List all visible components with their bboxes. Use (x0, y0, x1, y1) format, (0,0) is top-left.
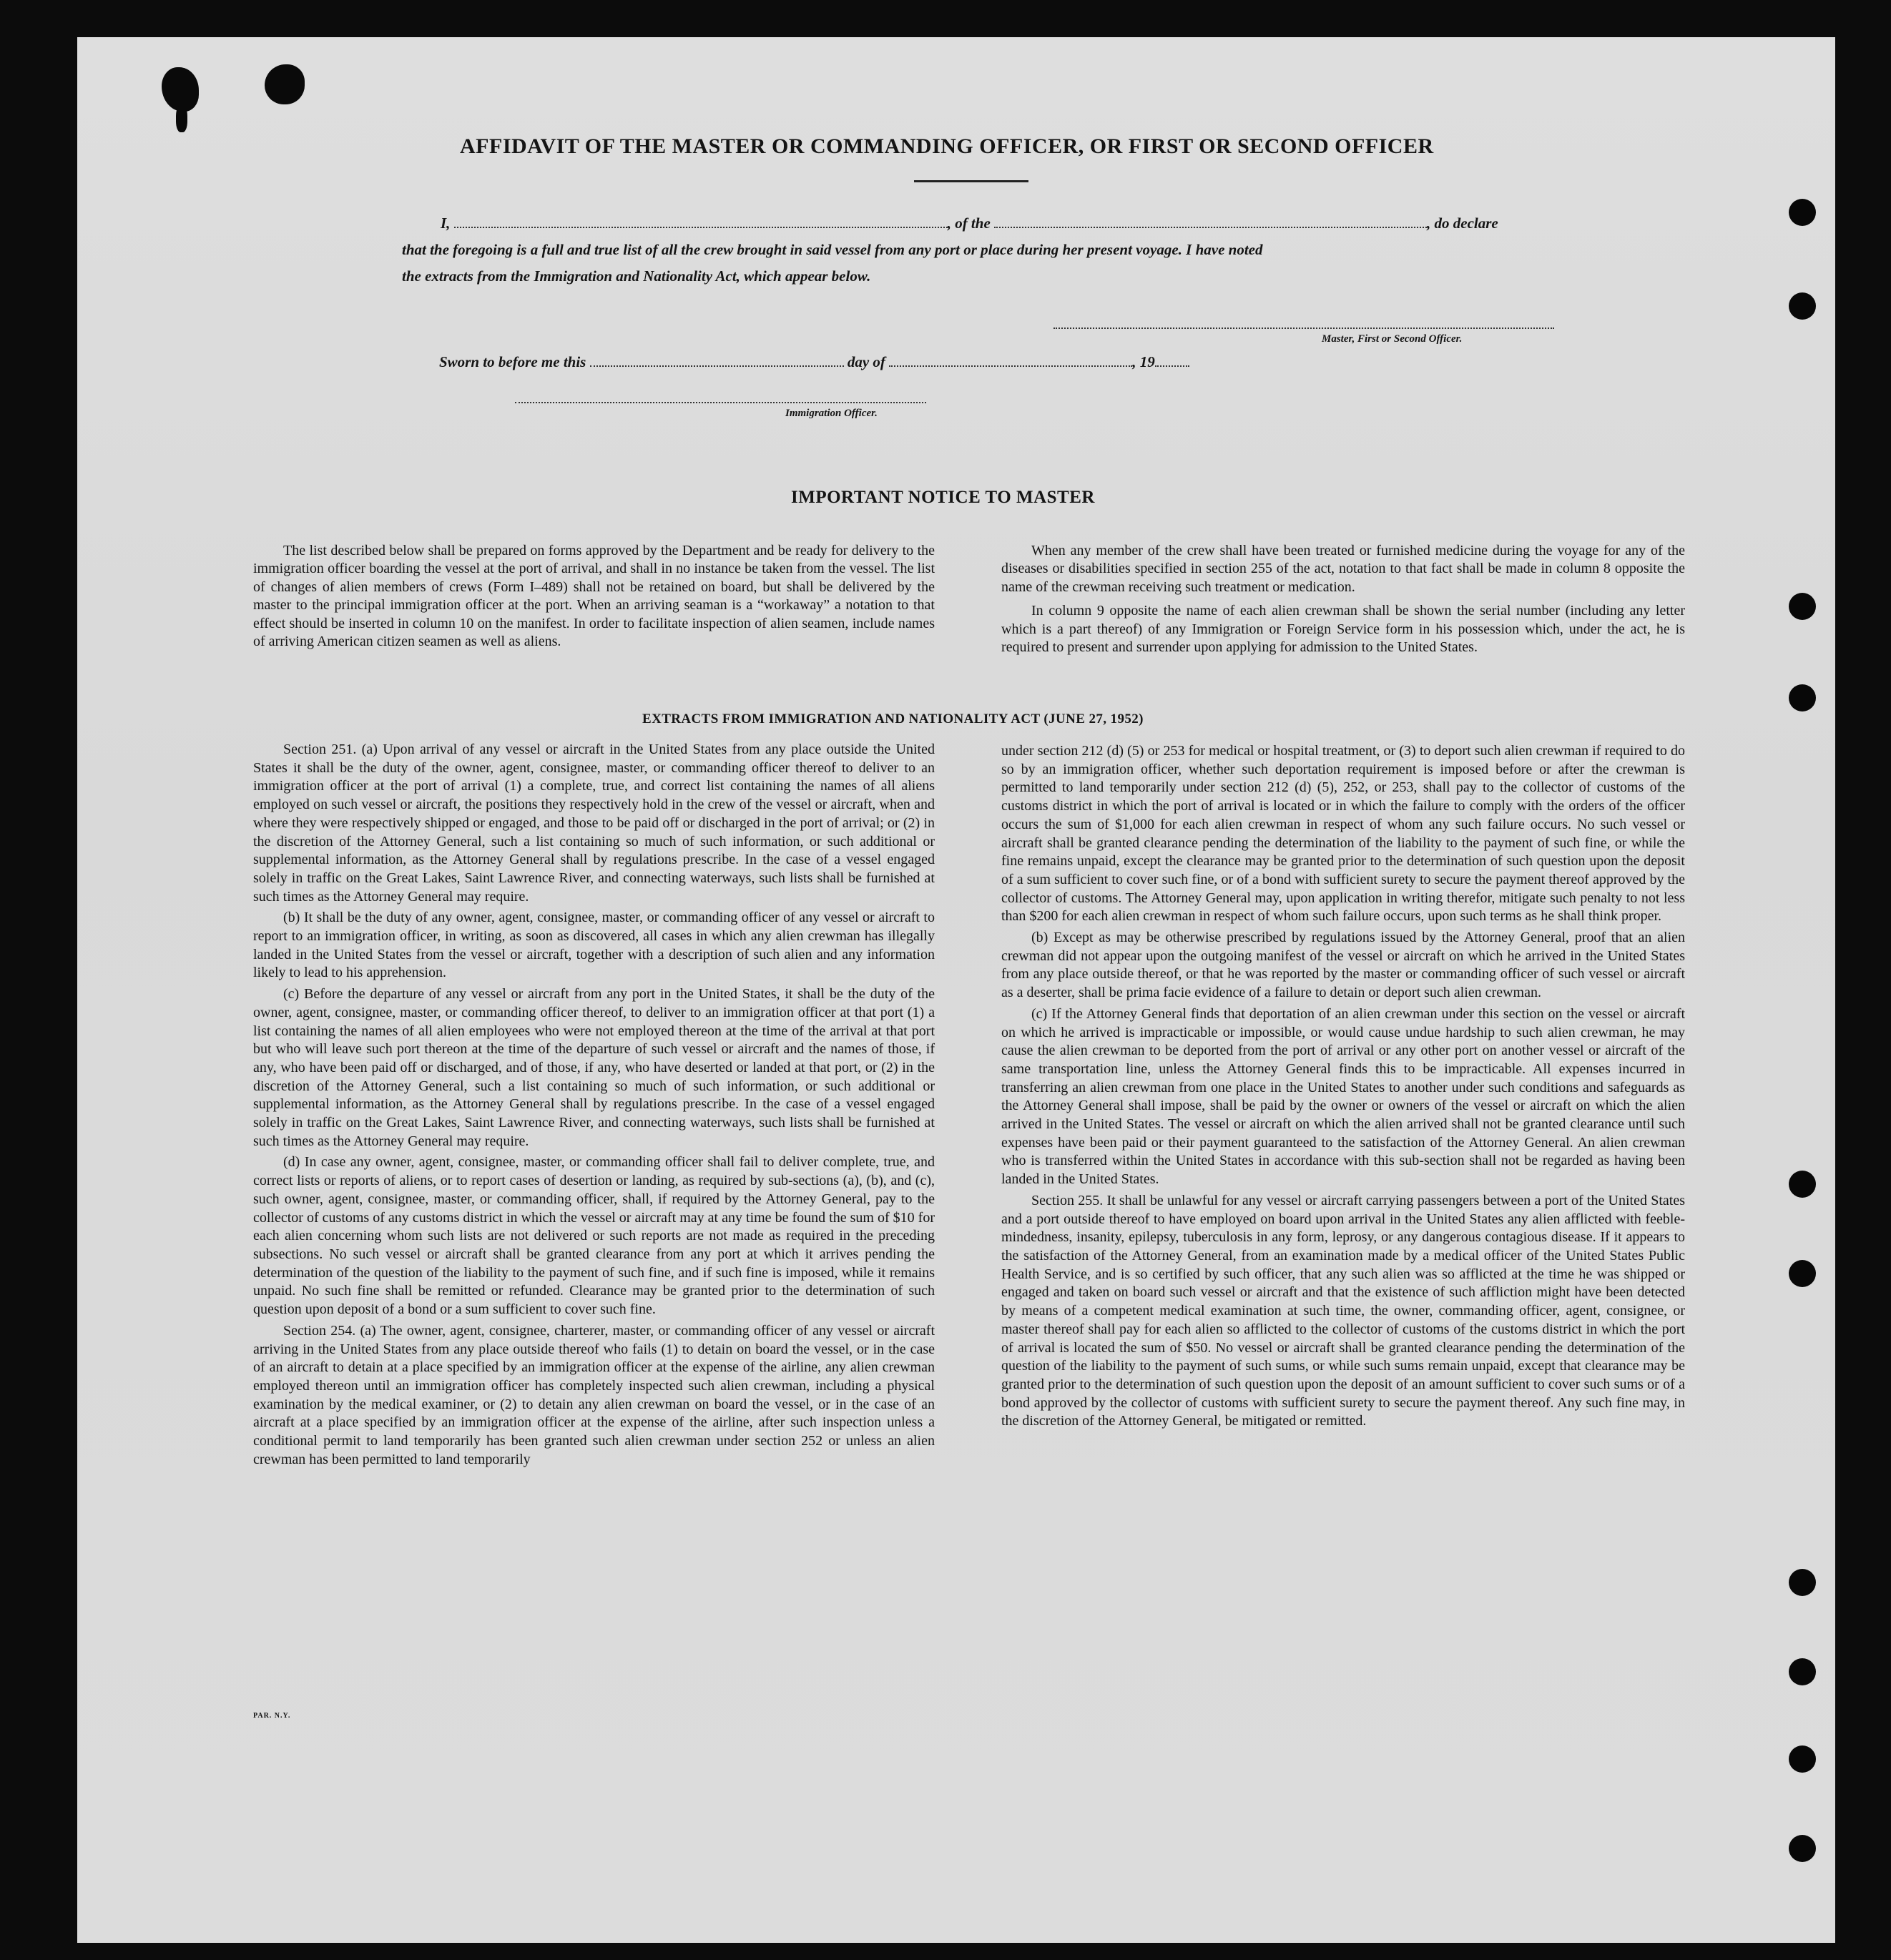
vessel-name-field[interactable] (994, 227, 1427, 228)
binder-hole (1789, 684, 1816, 711)
binder-hole (1789, 199, 1816, 226)
binder-hole (1789, 1171, 1816, 1198)
affidavit-title: AFFIDAVIT OF THE MASTER OR COMMANDING OFFICER, OR FIRST OR SECOND OFFICER (460, 134, 1434, 158)
notice-title: IMPORTANT NOTICE TO MASTER (791, 488, 1095, 507)
document-page (77, 37, 1835, 1943)
vessel-label: , of the (947, 215, 991, 232)
extract-paragraph: Section 251. (a) Upon arrival of any vessel or aircraft in the United States from any place outside the United States it shall be the duty of the owner, agent, consignee, master, or commanding officer thereof to deliver to an immigration officer at the port of arrival (1) a complete, true, and correct list containing the names of all aliens employed on such vessel or aircraft, the positions they respectively hold in the crew of the vessel or aircraft, when and where they were respectively shipped or engaged, and those to be paid off or discharged in the port of arrival; or (2) in the discretion of the Attorney General, such a list containing so much of such information, or such additional or supplemental information, as the Attorney General shall by regulations prescribe. In the case of a vessel engaged solely in traffic on the Great Lakes, Saint Lawrence River, and connecting waterways, such lists shall be furnished at such times as the Attorney General may require. (253, 742, 935, 905)
year-label: , 19 (1132, 353, 1155, 370)
ink-mark (176, 105, 187, 132)
extract-paragraph: (b) It shall be the duty of any owner, agent, consignee, master, or commanding officer of any vessel or aircraft to report to an immigration officer, in writing, as soon as discovered, all cases in which any alien crewman has illegally landed in the United States from the vessel or aircraft, together with a description of such alien and any information likely to lead to his apprehension. (253, 910, 935, 981)
binder-hole (1789, 292, 1816, 320)
extracts-left-column (253, 741, 935, 1472)
declaration-line-2: that the foregoing is a full and true list of all the crew brought in said vessel from any port or place during her present voyage. I have noted (402, 241, 1263, 258)
sworn-month-field[interactable] (889, 365, 1132, 367)
day-of-label: day of (847, 353, 885, 370)
officer-signature-field[interactable] (515, 395, 926, 403)
extract-paragraph: (b) Except as may be otherwise prescribed by regulations issued by the Attorney General, proof that an alien crewman did not appear upon the outgoing manifest of the vessel or aircraft on which he arrived in the United States from any place outside thereof, or that he was reported by the master or commanding officer of such vessel or aircraft as a deserter, shall be prima facie evidence of a failure to detain or deport such alien crewman. (1001, 930, 1685, 1001)
sworn-year-field[interactable] (1155, 365, 1189, 367)
declare-label: , do declare (1427, 215, 1498, 232)
notice-left-column (253, 542, 935, 654)
title-underline (914, 180, 1028, 182)
notice-paragraph: The list described below shall be prepared on forms approved by the Department and be ready for delivery to the immigration officer boarding the vessel at the port of arrival, and shall in no instance be taken from the vessel. The list of changes of alien members of crews (Form I–489) shall not be retained on board, but shall be delivered by the master to the principal immigration officer at the port. When an arriving seaman is a “workaway” a notation to that effect should be inserted in column 10 on the manifest. In order to facilitate inspection of alien seamen, include names of arriving American citizen seamen as well as aliens. (253, 543, 935, 650)
binder-hole (1789, 593, 1816, 620)
binder-hole (1789, 1260, 1816, 1287)
declaration-line-3: the extracts from the Immigration and Nationality Act, which appear below. (402, 267, 871, 285)
declaration-line-1 (441, 215, 1498, 232)
binder-hole (1789, 1835, 1816, 1862)
sworn-date-field[interactable] (590, 365, 844, 367)
printer-mark: PAR. N.Y. (253, 1712, 291, 1720)
notice-paragraph: In column 9 opposite the name of each alien crewman shall be shown the serial number (including any letter which is a part thereof) of any Immigration or Foreign Service form in his possession which, under the act, he is required to present and surrender upon applying for admission to the United States. (1001, 603, 1685, 656)
extract-paragraph: under section 212 (d) (5) or 253 for medical or hospital treatment, or (3) to deport such alien crewman if required to do so by an immigration officer, whether such deportation requirement is imposed before or after the crewman is permitted to land temporarily under section 212 (d) (5), 252, or 253, shall pay to the collector of customs of the customs district in which the port of arrival is located or in which the failure to comply with the orders of the officer occurs the sum of $1,000 for each alien crewman in respect of whom any such failure occurs. No such vessel or aircraft shall be granted clearance pending the determination of the liability to the payment of such fine, or while the fine remains unpaid, except the clearance may be granted prior to the determination of such question upon the deposit of a sum sufficient to cover such fine, or of a bond with sufficient surety to secure the payment thereof approved by the collector of customs. The Attorney General may, upon application in writing therefor, mitigate such penalty to not less than $200 for each alien crewman in respect of whom such failure occurs, upon such terms as he shall think proper. (1001, 743, 1685, 925)
extract-paragraph: Section 255. It shall be unlawful for any vessel or aircraft carrying passengers between a port of the United States and a port outside thereof to have employed on board upon arrival in the United States any alien afflicted with feeble-mindedness, insanity, epilepsy, tuberculosis in any form, leprosy, or any dangerous contagious disease. If it appears to the satisfaction of the Attorney General, from an examination made by a medical officer of the United States Public Health Service, and is so certified by such officer, that any such alien was so afflicted at the time he was shipped or engaged and taken on board such vessel or aircraft and that the existence of such affliction might have been detected by means of a competent medical examination at such time, the owner, commanding officer, agent, consignee, or master thereof shall pay for each alien so afflicted to the collector of customs of the customs district in which the port of arrival is located the sum of $50. No vessel or aircraft shall be granted clearance pending the determination of the question of the liability to the payment of such sums, or while such sums remain unpaid, except that clearance may be granted prior to the determination of such question upon the deposit of an amount sufficient to cover such sums or of a bond approved by the collector of customs with sufficient surety to secure the payment thereof. Any such fine may, in the discretion of the Attorney General, be mitigated or remitted. (1001, 1192, 1685, 1429)
binder-hole (1789, 1745, 1816, 1773)
extract-paragraph: (c) Before the departure of any vessel or aircraft from any port in the United States, it shall be the duty of the owner, agent, consignee, master, or commanding officer thereof, to deliver to an immigration officer at that port (1) a list containing the names of all alien employees who were not employed thereon at the time of the arrival at that port but who will leave such port thereon at the time of the departure of such vessel or aircraft and the names of those, if any, who have been paid off or discharged, and of those, if any, who have deserted or landed at that port, or (2) in the discretion of the Attorney General, such a list containing so much of such information, or such additional or supplemental information, as the Attorney General shall by regulations prescribe. In the case of a vessel engaged solely in traffic on the Great Lakes, Saint Lawrence River, and connecting waterways, such lists shall be furnished at such times as the Attorney General may require. (253, 986, 935, 1149)
ink-mark (265, 64, 305, 104)
declarant-name-field[interactable] (454, 227, 948, 228)
notice-paragraph: When any member of the crew shall have been treated or furnished medicine during the voyage for any of the diseases or disabilities specified in section 255 of the act, notation to that fact shall be made in column 8 opposite the name of the crewman receiving such treatment or medication. (1001, 543, 1685, 595)
sworn-label: Sworn to before me this (439, 353, 586, 370)
binder-hole (1789, 1569, 1816, 1596)
master-signature-label: Master, First or Second Officer. (1322, 333, 1463, 345)
sworn-line (439, 353, 1189, 371)
binder-hole (1789, 1658, 1816, 1685)
master-signature-field[interactable] (1053, 320, 1554, 329)
extracts-right-column (1001, 742, 1685, 1434)
extract-paragraph: Section 254. (a) The owner, agent, consignee, charterer, master, or commanding officer of any vessel or aircraft arriving in the United States from any place outside thereof who fails (1) to detain on board the vessel, or in the case of an aircraft to detain at a place specified by an immigration officer at the expense of the airline, any alien crewman employed thereon until an immigration officer has completely inspected such alien crewman, including a physical examination by the medical examiner, or (2) to detain any alien crewman on board the vessel, or in the case of an aircraft at a place specified by an immigration officer at the expense of the airline, after such inspection unless a conditional permit to land temporarily has been granted such alien crewman under section 252 or unless an alien crewman has been permitted to land temporarily (253, 1322, 935, 1467)
officer-signature-label: Immigration Officer. (785, 408, 878, 419)
declarant-label: I, (441, 215, 451, 232)
extracts-title: EXTRACTS FROM IMMIGRATION AND NATIONALITY ACT (JUNE 27, 1952) (642, 711, 1144, 727)
extract-paragraph: (d) In case any owner, agent, consignee, master, or commanding officer shall fail to deliver complete, true, and correct lists or reports of aliens, or to report cases of desertion or landing, as required by sub-sections (a), (b), and (c), such owner, agent, consignee, master, or commanding officer, shall, if required by the Attorney General, pay to the collector of customs of any customs district in which the vessel or aircraft may at any time be found the sum of $10 for each alien concerning whom such lists are not delivered or such reports are not made as required in the preceding subsections. No such vessel or aircraft shall be granted clearance from any port at which it arrives pending the determination of the question of the liability to the payment of such fine, and if such fine is imposed, while it remains unpaid. No such fine shall be remitted or refunded. Clearance may be granted prior to the determination of such question upon deposit of a bond or a sum sufficient to cover such fine. (253, 1154, 935, 1318)
extract-paragraph: (c) If the Attorney General finds that deportation of an alien crewman under this section on the vessel or aircraft on which he arrived is impracticable or impossible, or would cause undue hardship to such alien crewman, he may cause the alien crewman to be deported from the port of arrival or any other port on another vessel or aircraft of the same transportation line, unless the Attorney General finds this to be impracticable. All expenses incurred in transferring an alien crewman from one place in the United States to another under such conditions and safeguards as the Attorney General shall impose, shall be paid by the owner or owners of the vessel or aircraft on which the alien arrived in the United States. The vessel or aircraft on which the alien arrived shall not be granted clearance until such expenses have been paid or their payment guaranteed to the satisfaction of the Attorney General. An alien crewman who is transferred within the United States in accordance with this sub-section shall not be regarded as having been landed in the United States. (1001, 1005, 1685, 1188)
notice-right-column (1001, 542, 1685, 659)
